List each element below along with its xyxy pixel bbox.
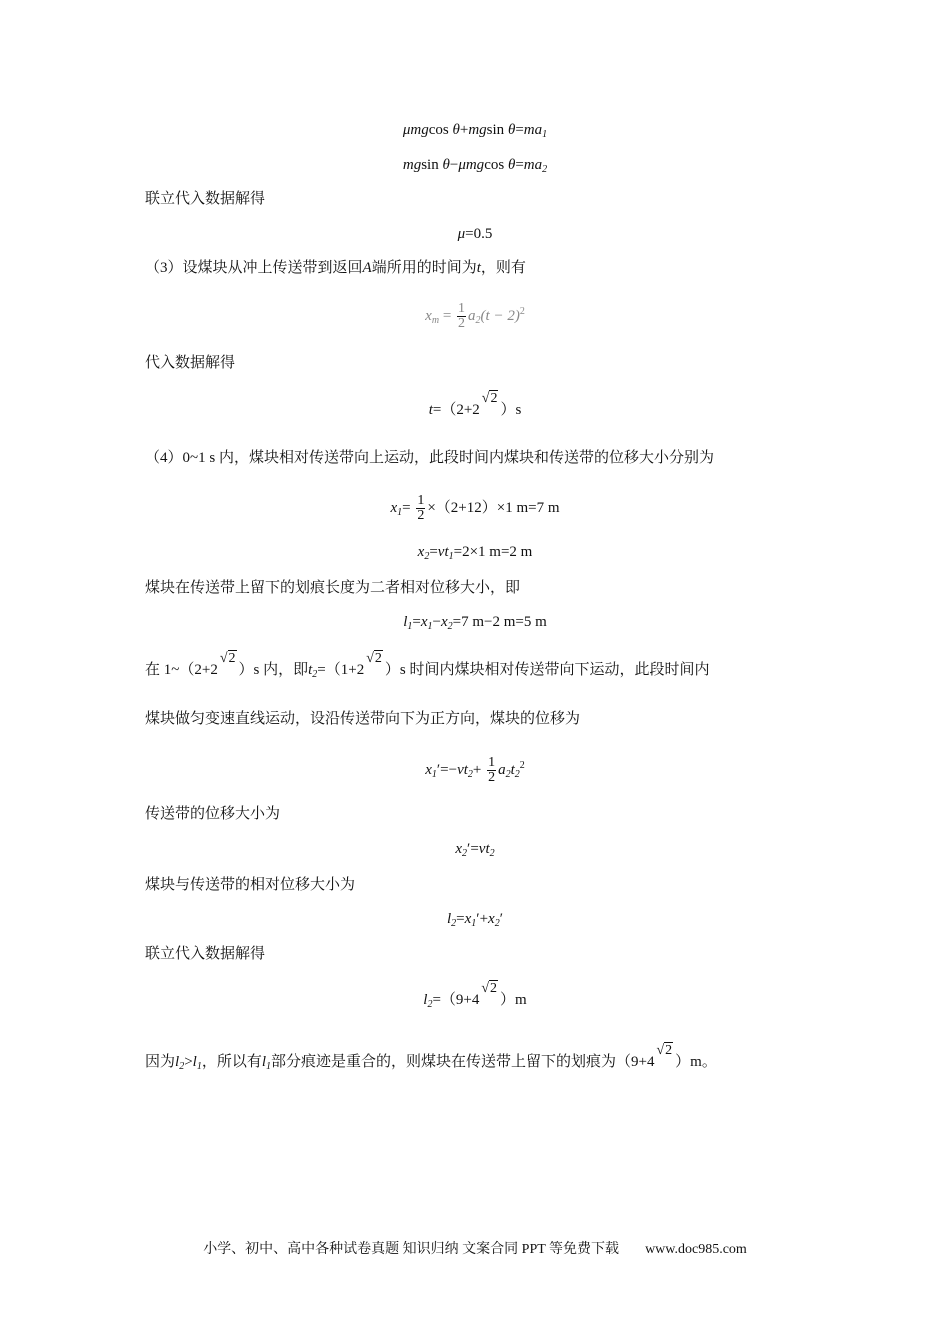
text-solve-1: 联立代入数据解得: [145, 191, 266, 207]
text-solve-3: 联立代入数据解得: [145, 946, 266, 962]
sqrt-symbol: √2: [481, 391, 498, 406]
equation-xm: $x_m$ = $\frac{1}{2}$ $a_2(t - 2)^2$: [425, 301, 525, 332]
fraction: $\frac{1}{2}$: [417, 493, 425, 523]
sqrt-symbol: √2: [219, 651, 236, 666]
equation-2: mgsin θ−μmgcos $\theta=ma_2$: [402, 157, 548, 175]
sqrt-symbol: √2: [656, 1043, 673, 1058]
text-mark-length: 煤块在传送带上留下的划痕长度为二者相对位移大小，即: [145, 580, 521, 596]
equation-x2: $x_2=vt_1=2\times 1$ m=2 m: [417, 544, 533, 562]
equation-x2-prime: $x_2'=vt_2$: [455, 841, 495, 859]
footer-text: 小学、初中、高中各种试卷真题 知识归纳 文案合同 PPT 等免费下载: [203, 1242, 620, 1257]
footer-url[interactable]: www.doc985.com: [645, 1242, 747, 1257]
fraction: $\frac{1}{2}$: [488, 755, 496, 786]
equation-t: t=（2+2√2）s: [428, 391, 522, 418]
equation-x1: $x_1=$ $\frac{1}{2}$ ×（2+12）×1 m=7 m: [390, 493, 560, 523]
paragraph-7: 因为$l_2>l_1$，所以有$l_1$部分痕迹是重合的，则煤块在传送带上留下的划痕为（9+4√2）m。: [145, 1043, 717, 1072]
paragraph-4: （4）0~1 s 内，煤块相对传送带向上运动，此段时间内煤块和传送带的位移大小分别为: [145, 450, 714, 466]
equation-l2: $l_2=x_1'+x_2'$: [446, 911, 503, 929]
text-solve-2: 代入数据解得: [145, 355, 236, 371]
sqrt-symbol: √2: [481, 981, 498, 996]
sqrt-symbol: √2: [366, 651, 382, 666]
equation-x1-prime: $x_1'=-vt_2+$ $\frac{1}{2}$ $a_2t_2^2$: [425, 755, 525, 786]
page-footer: [0, 1238, 950, 1258]
equation-mu: μ=0.5: [457, 226, 493, 242]
text-relative-displacement: 煤块与传送带的相对位移大小为: [145, 877, 356, 893]
paragraph-3: （3）设煤块从冲上传送带到返回A端所用的时间为t，则有: [145, 260, 526, 276]
equation-l2-value: $l_2=(9+4√2)m$: [423, 981, 527, 1010]
paragraph-5: 在 1~（2+2√2）s 内，即$t_2=(1+2√2)s$ 时间内煤块相对传送带向下运动，此段时间内: [145, 651, 710, 680]
fraction: $\frac{1}{2}$: [458, 301, 466, 332]
equation-1: μmgcos θ+mgsin $\theta=ma_1$: [402, 122, 548, 140]
text-belt-displacement: 传送带的位移大小为: [145, 806, 281, 822]
equation-l1: $l_1=x_1-x_2=7$ m−2 m=5 m: [403, 614, 547, 632]
paragraph-6: 煤块做匀变速直线运动，设沿传送带向下为正方向，煤块的位移为: [145, 711, 581, 727]
